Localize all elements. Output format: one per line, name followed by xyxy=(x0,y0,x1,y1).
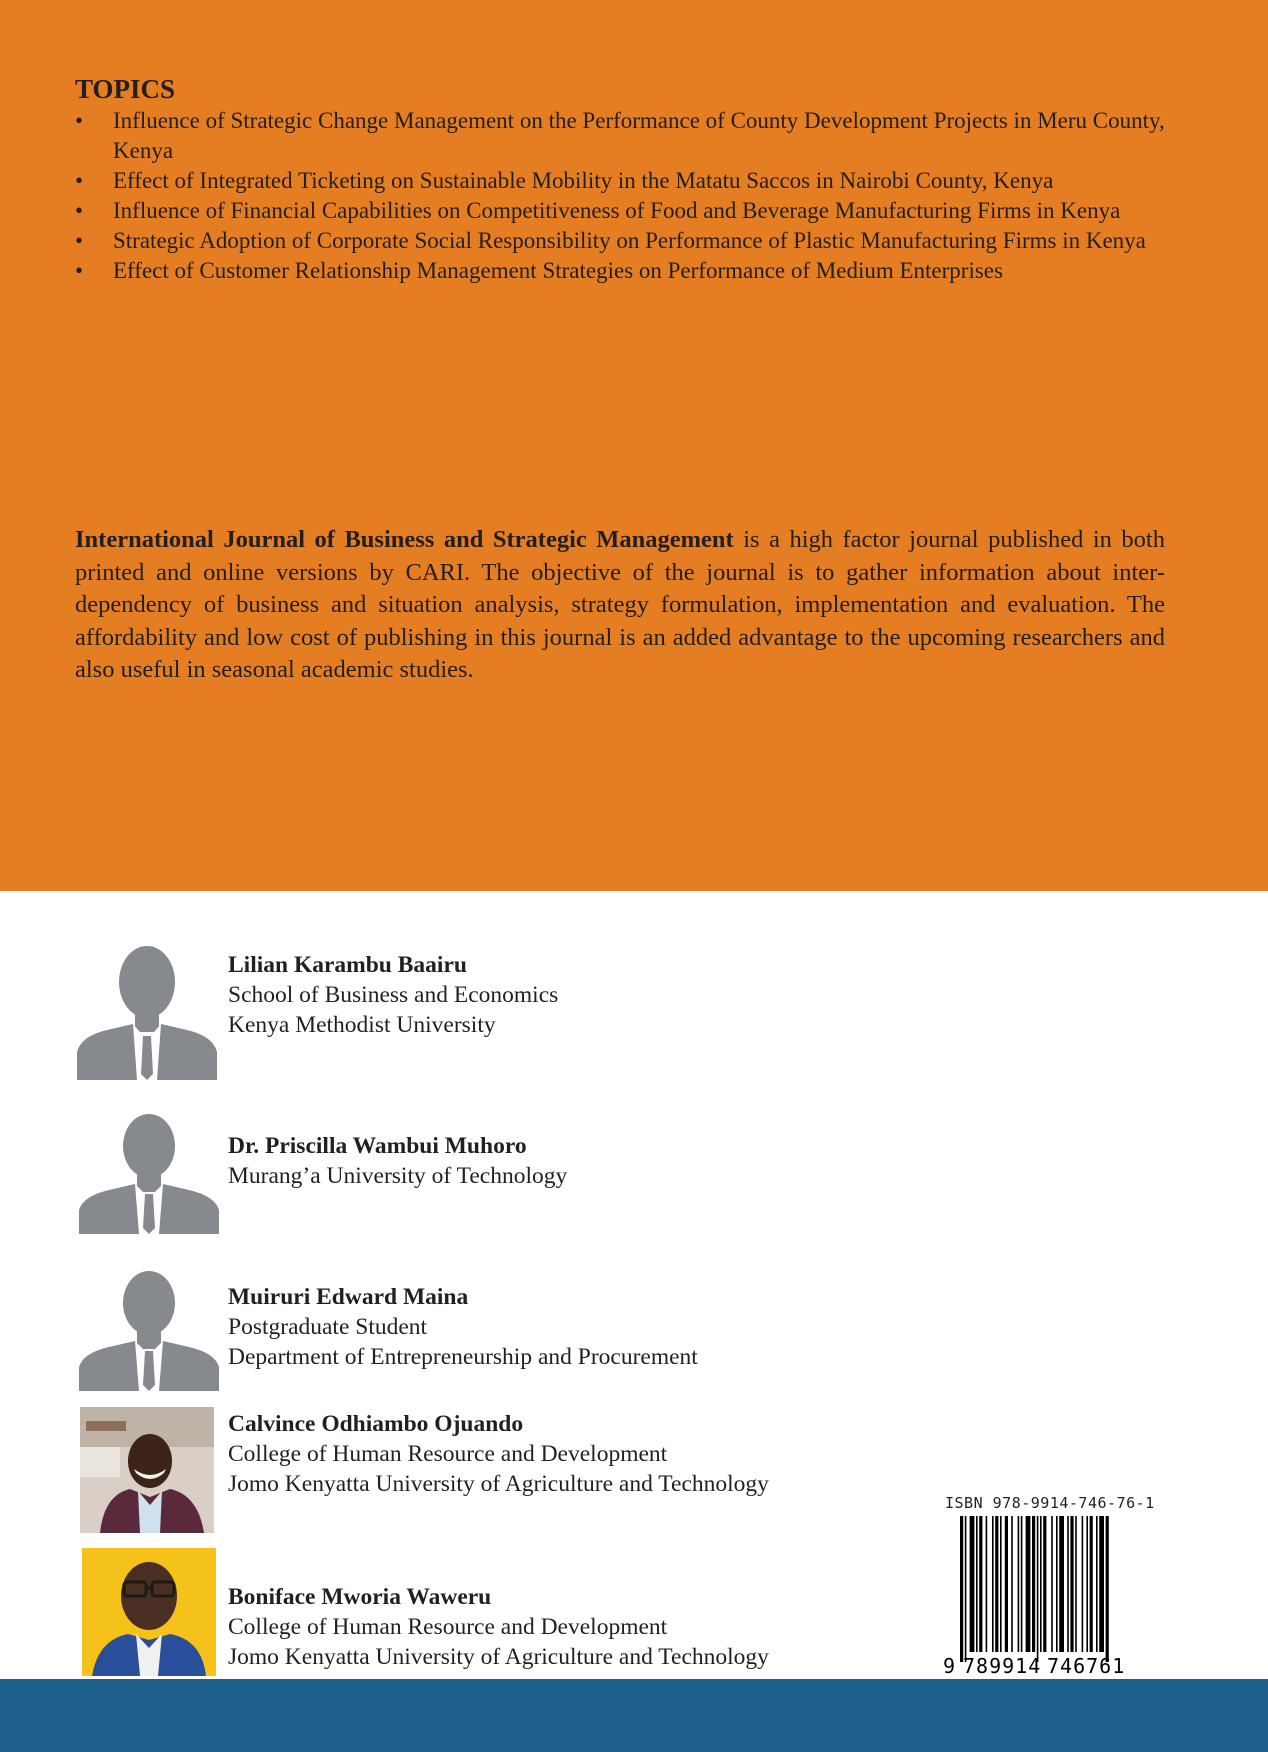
author-affiliation: Kenya Methodist University xyxy=(228,1012,496,1038)
journal-name: International Journal of Business and Strategic Management xyxy=(75,526,734,553)
barcode-bar xyxy=(1099,1516,1104,1652)
avatar-silhouette-icon xyxy=(79,1110,219,1234)
barcode-bar xyxy=(992,1516,994,1652)
isbn-label: ISBN 978-9914-746-76-1 xyxy=(945,1494,1155,1512)
barcode-bar xyxy=(1090,1516,1093,1652)
author-affiliation: College of Human Resource and Development xyxy=(228,1614,668,1640)
barcode-bar xyxy=(1040,1516,1042,1652)
avatar-silhouette-icon xyxy=(79,1267,219,1391)
author-name: Lilian Karambu Baairu xyxy=(228,952,467,978)
barcode-bar xyxy=(979,1516,982,1652)
barcode-bar xyxy=(1011,1516,1013,1652)
barcode-bar xyxy=(1067,1516,1069,1652)
topic-item: • Influence of Financial Capabilities on Competitiveness of Food and Beverage Manufacturing Firms in Kenya xyxy=(75,196,1175,226)
barcode-bar xyxy=(965,1516,967,1662)
barcode-bar xyxy=(970,1516,975,1652)
barcode-bar xyxy=(1021,1516,1023,1652)
topic-item: • Effect of Customer Relationship Management Strategies on Performance of Medium Enterprises xyxy=(75,256,1175,286)
barcode-bar xyxy=(960,1516,963,1662)
avatar-silhouette-icon xyxy=(77,940,217,1080)
isbn-barcode xyxy=(943,1516,1143,1676)
barcode-bar xyxy=(1051,1516,1053,1652)
topics-list xyxy=(75,106,1175,286)
barcode-bar xyxy=(1000,1516,1002,1652)
author-affiliation: College of Human Resource and Development xyxy=(228,1441,668,1467)
barcode-bar xyxy=(986,1516,988,1652)
author-name: Muiruri Edward Maina xyxy=(228,1284,469,1310)
footer-band xyxy=(0,1679,1268,1752)
author-affiliation: Murang’a University of Technology xyxy=(228,1163,568,1189)
barcode-bar xyxy=(1032,1516,1035,1652)
barcode-bar xyxy=(1075,1516,1077,1652)
barcode-bar xyxy=(1043,1516,1046,1652)
isbn-digit-first: 9 xyxy=(943,1654,956,1676)
journal-description-text: is a high factor journal published in both printed and online versions by CARI. The objective of the journal is to gather information about inter-dependency of business and situation analysis, strategy formulation, implementation and evaluation. The affordability and low cost of publishing in this journal is an added advantage to the upcoming researchers and also useful in seasonal academic studies. xyxy=(75,526,1165,683)
barcode-bar xyxy=(995,1516,998,1652)
barcode-bar xyxy=(1018,1516,1020,1652)
author-affiliation: Jomo Kenyatta University of Agriculture and Technology xyxy=(228,1471,769,1497)
barcode-bar xyxy=(1070,1516,1073,1652)
author-name: Dr. Priscilla Wambui Muhoro xyxy=(228,1133,527,1159)
author-affiliation: Jomo Kenyatta University of Agriculture and Technology xyxy=(228,1644,769,1670)
barcode-icon xyxy=(943,1516,1143,1676)
barcode-bar xyxy=(1056,1516,1058,1652)
author-affiliation: Department of Entrepreneurship and Procurement xyxy=(228,1344,698,1370)
author-name: Calvince Odhiambo Ojuando xyxy=(228,1411,524,1437)
barcode-bar xyxy=(1059,1516,1064,1652)
topic-item: • Effect of Integrated Ticketing on Sustainable Mobility in the Matatu Saccos in Nairobi County, Kenya xyxy=(75,166,1175,196)
author-affiliation: Postgraduate Student xyxy=(228,1314,428,1340)
author-photo xyxy=(80,1407,214,1533)
author-name: Boniface Mworia Waweru xyxy=(228,1584,492,1610)
barcode-bar xyxy=(1037,1516,1039,1662)
barcode-bar xyxy=(1086,1516,1088,1652)
barcode-bar xyxy=(1082,1516,1084,1652)
isbn-digits-group2: 746761 xyxy=(1047,1654,1126,1676)
barcode-bar xyxy=(1005,1516,1008,1652)
barcode-bar xyxy=(1096,1516,1098,1652)
topic-item: • Strategic Adoption of Corporate Social Responsibility on Performance of Plastic Manufacturing Firms in Kenya xyxy=(75,226,1175,256)
isbn-digits-group1: 789914 xyxy=(963,1654,1042,1676)
author-photo xyxy=(82,1548,216,1676)
author-affiliation: School of Business and Economics xyxy=(228,982,559,1008)
topics-heading: TOPICS xyxy=(75,74,176,104)
barcode-bar xyxy=(1026,1516,1031,1652)
barcode-bar xyxy=(1106,1516,1109,1662)
topic-item: • Influence of Strategic Change Management on the Performance of County Development Projects in Meru County, Kenya xyxy=(75,106,1175,166)
barcode-bar xyxy=(976,1516,978,1652)
journal-description xyxy=(75,524,1165,687)
